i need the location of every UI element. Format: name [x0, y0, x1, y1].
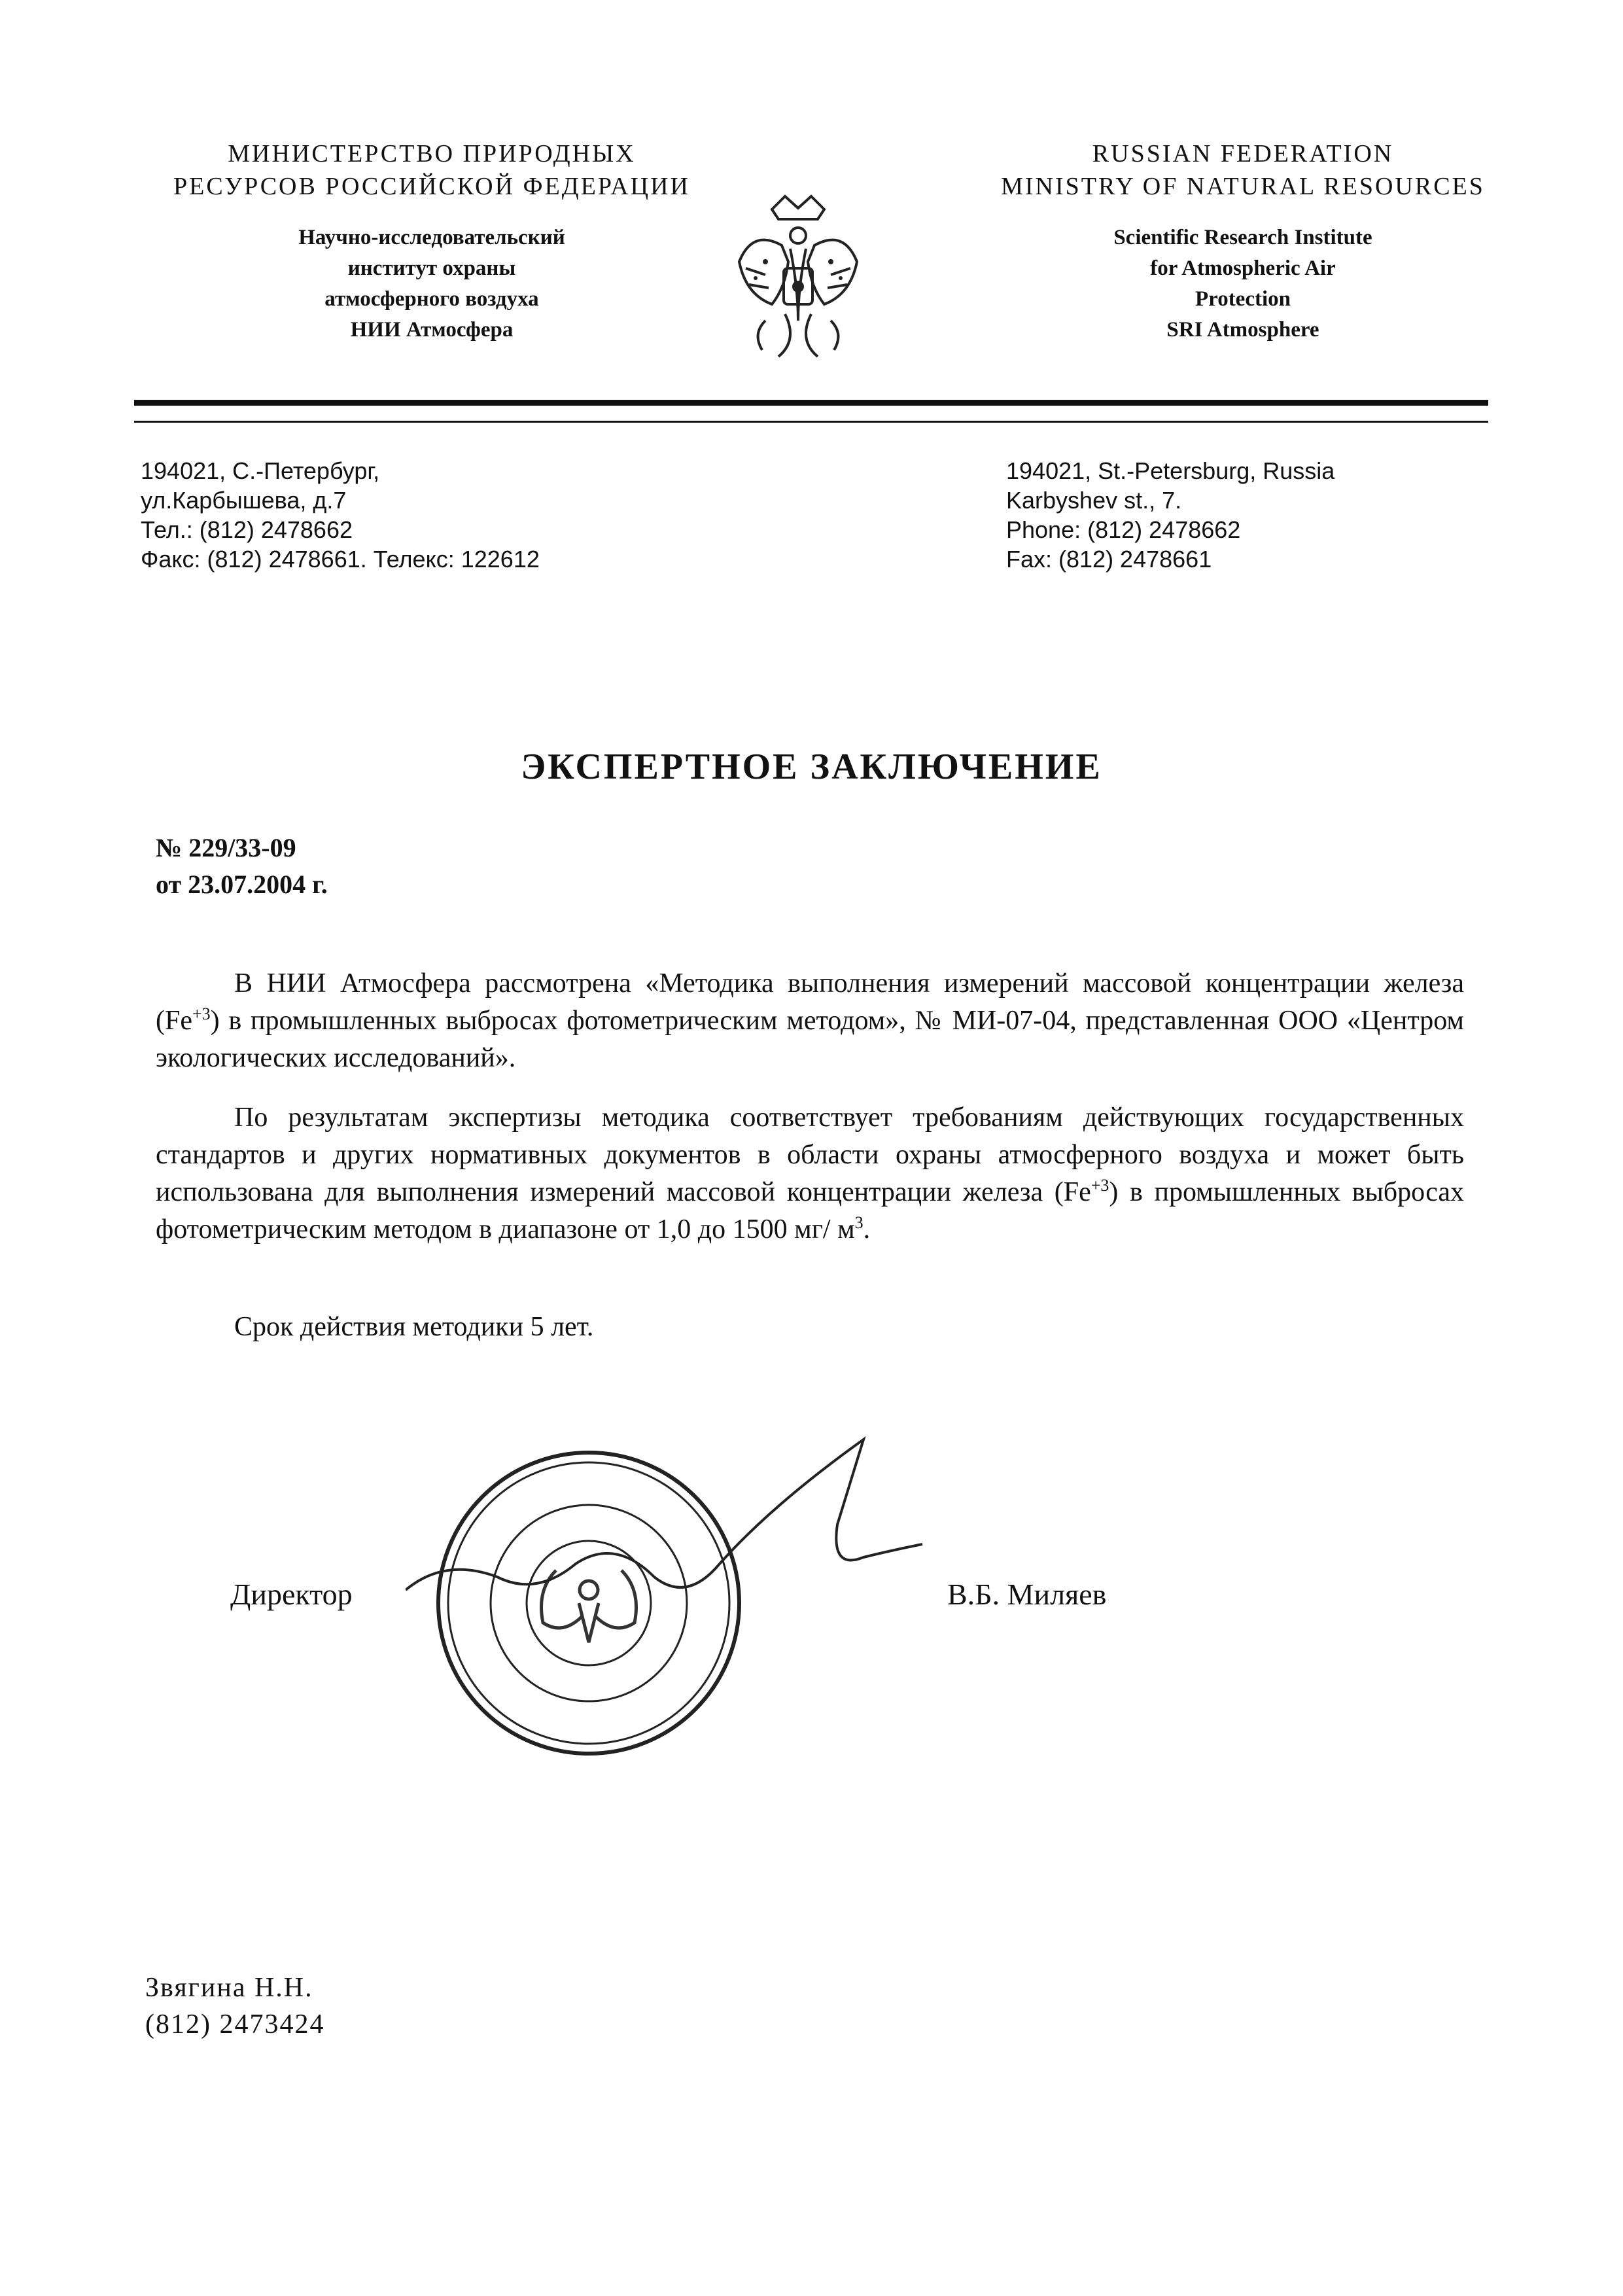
contact-block [145, 1969, 324, 2043]
header-divider-thick [134, 400, 1488, 406]
institute-name-ru: Научно-исследовательский институт охраны атмосферного воздуха НИИ Атмосфера [298, 226, 565, 342]
ministry-name-en: RUSSIAN FEDERATION MINISTRY OF NATURAL RESOURCES [1001, 140, 1485, 200]
document-number: № 229/33-09 [156, 833, 296, 862]
institute-name-en: Scientific Research Institute for Atmospheric Air Protection SRI Atmosphere [1113, 226, 1372, 342]
ministry-name-ru: МИНИСТЕРСТВО ПРИРОДНЫХ РЕСУРСОВ РОССИЙСКОЙ ФЕДЕРАЦИИ [173, 140, 690, 200]
address-en: 194021, St.-Petersburg, Russia Karbyshev st., 7. Phone: (812) 2478662 Fax: (812) 2478661 [1006, 457, 1335, 573]
header-divider-thin [134, 421, 1488, 423]
paragraph-review: В НИИ Атмосфера рассмотрена «Методика выполнения измерений массовой концентрации железа $(Fe^{+3})$ в промышленных выбросах фотометрическим методом», № МИ-07-04, представленная ООО «Центром экологических исследований». [156, 968, 1464, 1073]
header-left [105, 137, 759, 345]
signatory-title: Директор [230, 1578, 353, 1611]
contact-phone: (812) 2473424 [145, 2009, 325, 2040]
contact-name: Звягина Н.Н. [145, 1973, 313, 2003]
signature-icon [406, 1426, 929, 1675]
document-number-block [156, 830, 328, 903]
coat-of-arms-icon [726, 190, 870, 366]
signatory-name: В.Б. Миляев [947, 1578, 1107, 1611]
document-title: ЭКСПЕРТНОЕ ЗАКЛЮЧЕНИЕ [521, 747, 1102, 787]
header-right [942, 137, 1544, 345]
address-ru: 194021, С.-Петербург, ул.Карбышева, д.7 Тел.: (812) 2478662 Факс: (812) 2478661. Телекс: 122612 [141, 457, 540, 573]
paragraph-conclusion: По результатам экспертизы методика соответствует требованиям действующих государственных стандартов и других нормативных документов в области охраны атмосферного воздуха и может быть использована для выполнения измерений массовой концентрации железа $(Fe^{+3})$ в промышленных выбросах фотометрическим методом в диапазоне от 1,0 до 1500 мг/ $м^3$. [156, 1103, 1464, 1245]
document-date: от 23.07.2004 г. [156, 870, 328, 899]
paragraph-validity: Срок действия методики 5 лет. [234, 1312, 594, 1342]
